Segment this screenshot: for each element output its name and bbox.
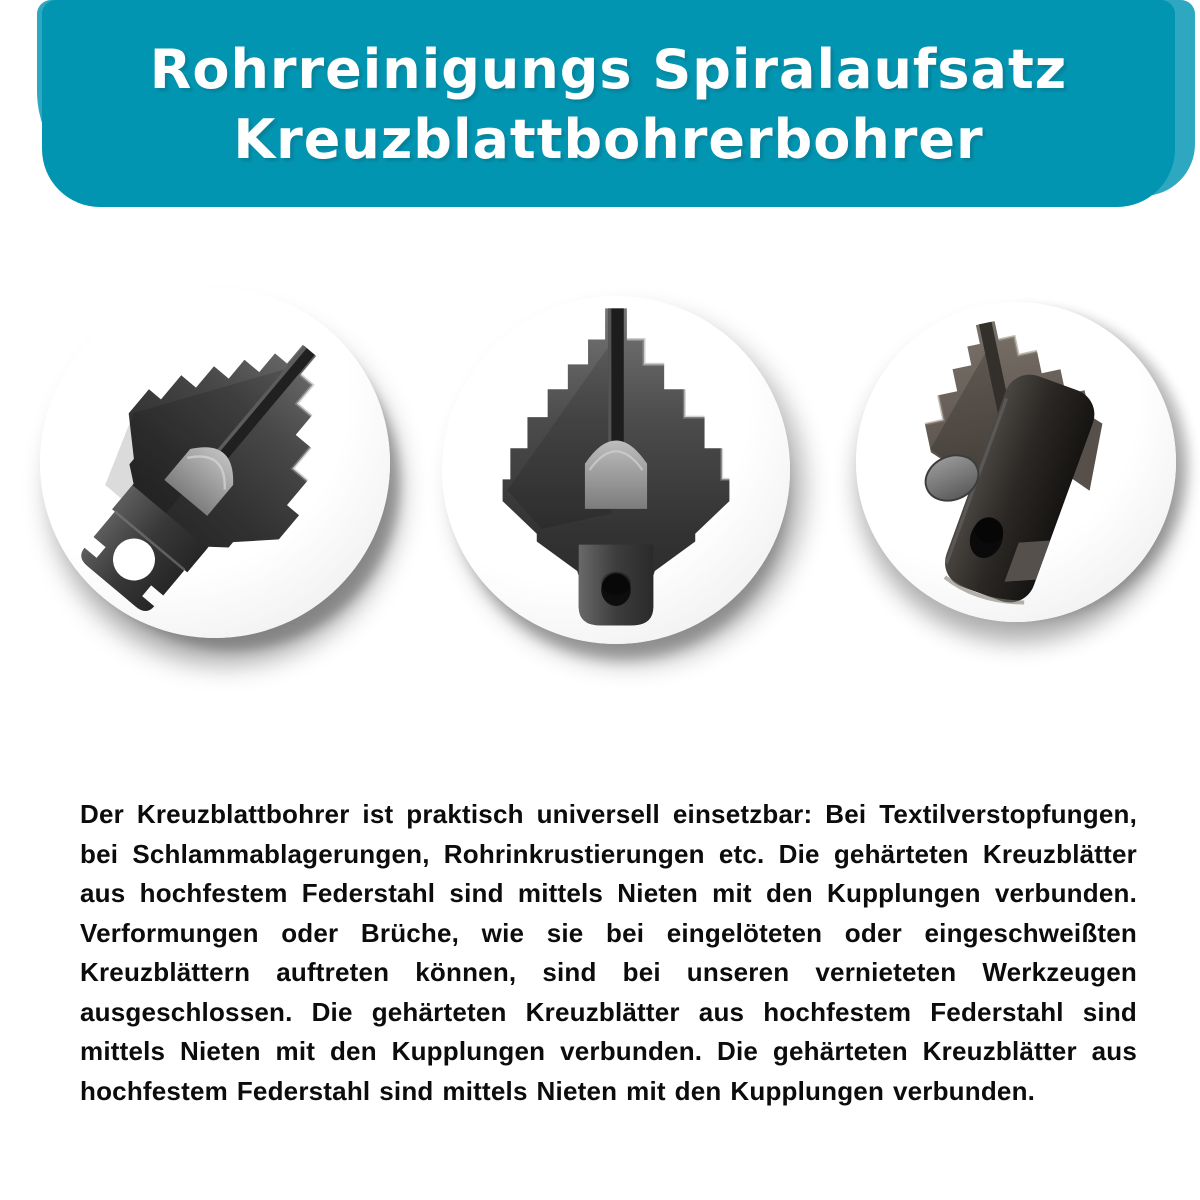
page-title-line2: Kreuzblattbohrerbohrer (233, 107, 984, 171)
product-photo-circle-left (40, 288, 390, 638)
drill-head-angled-left-image (40, 288, 390, 638)
product-description-paragraph: Der Kreuzblattbohrer ist praktisch universell einsetzbar: Bei Textilverstopfungen, bei Schlammablagerungen, Rohrinkrustierungen etc. Die gehärteten Kreuzblätter aus hochfestem Federstahl sind mittels Nieten mit den Kupplungen verbunden. Verformungen oder Brüche, wie sie bei eingelöteten oder eingeschweißten Kreuzblättern auftreten können, sind bei unseren vernieteten Werkzeugen ausgeschlossen. Die gehärteten Kreuzblätter aus hochfestem Federstahl sind mittels Nieten mit den Kupplungen verbunden. Die gehärteten Kreuzblätter aus hochfestem Federstahl sind mittels Nieten mit den Kupplungen verbunden. (80, 799, 1137, 1106)
product-photo-circle-center (442, 296, 790, 644)
title-banner (42, 0, 1175, 207)
page-title-line1: Rohrreinigungs Spiralaufsatz (149, 37, 1068, 101)
product-photo-circle-right (856, 302, 1176, 622)
drill-head-angled-right-image (856, 302, 1176, 622)
drill-head-front-image (442, 296, 790, 644)
